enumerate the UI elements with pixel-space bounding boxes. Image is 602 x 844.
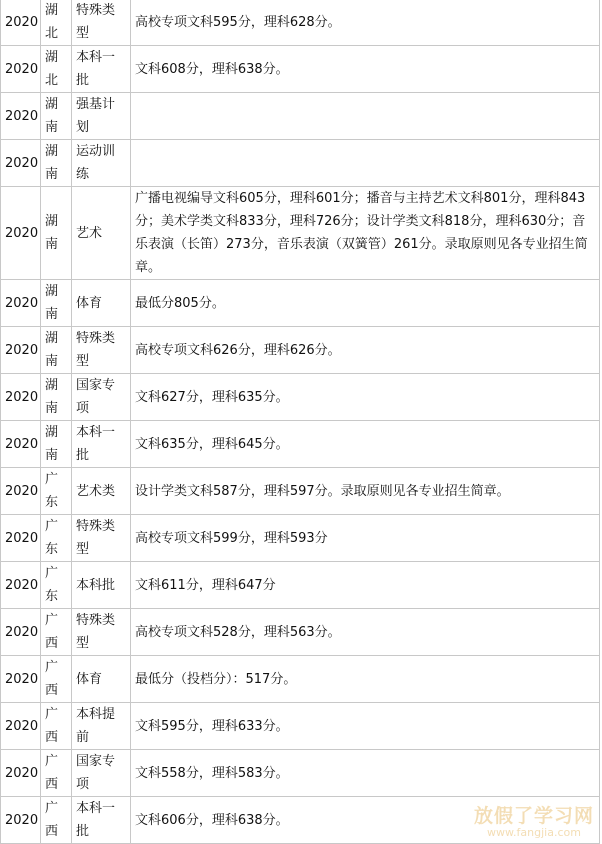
table-row: [1, 797, 600, 844]
score-note-cell: 文科595分，理科633分。: [131, 703, 600, 750]
score-note-cell: 设计学类文科587分，理科597分。录取原则见各专业招生简章。: [131, 468, 600, 515]
score-note-cell: 高校专项文科626分，理科626分。: [131, 327, 600, 374]
table-row: [1, 609, 600, 656]
table-row: [1, 280, 600, 327]
province-cell: 湖南: [41, 374, 72, 421]
score-note-cell: [131, 140, 600, 187]
year-cell: 2020: [1, 562, 41, 609]
table-row: [1, 468, 600, 515]
year-cell: 2020: [1, 46, 41, 93]
province-cell: 湖南: [41, 327, 72, 374]
year-cell: 2020: [1, 327, 41, 374]
province-cell: 广西: [41, 609, 72, 656]
table-row: [1, 656, 600, 703]
year-cell: 2020: [1, 93, 41, 140]
score-note-cell: 文科627分，理科635分。: [131, 374, 600, 421]
province-cell: 广东: [41, 515, 72, 562]
province-cell: 广西: [41, 703, 72, 750]
year-cell: 2020: [1, 468, 41, 515]
batch-type-cell: 本科一批: [72, 46, 131, 93]
year-cell: 2020: [1, 515, 41, 562]
year-cell: 2020: [1, 609, 41, 656]
table-row: [1, 187, 600, 280]
year-cell: 2020: [1, 656, 41, 703]
province-cell: 广西: [41, 797, 72, 844]
province-cell: 湖南: [41, 280, 72, 327]
year-cell: 2020: [1, 187, 41, 280]
table-row: [1, 140, 600, 187]
batch-type-cell: 国家专项: [72, 750, 131, 797]
batch-type-cell: 运动训练: [72, 140, 131, 187]
batch-type-cell: 本科一批: [72, 421, 131, 468]
province-cell: 湖南: [41, 140, 72, 187]
batch-type-cell: 特殊类型: [72, 0, 131, 46]
batch-type-cell: 本科提前: [72, 703, 131, 750]
score-note-cell: 高校专项文科528分，理科563分。: [131, 609, 600, 656]
batch-type-cell: 强基计划: [72, 93, 131, 140]
province-cell: 湖南: [41, 93, 72, 140]
year-cell: 2020: [1, 0, 41, 46]
province-cell: 广东: [41, 562, 72, 609]
table-body: [1, 0, 600, 844]
year-cell: 2020: [1, 280, 41, 327]
table-row: [1, 562, 600, 609]
batch-type-cell: 国家专项: [72, 374, 131, 421]
score-note-cell: 高校专项文科595分，理科628分。: [131, 0, 600, 46]
table-row: [1, 327, 600, 374]
score-note-cell: 最低分805分。: [131, 280, 600, 327]
province-cell: 广西: [41, 750, 72, 797]
province-cell: 湖南: [41, 187, 72, 280]
table-row: [1, 374, 600, 421]
score-note-cell: 最低分（投档分）：517分。: [131, 656, 600, 703]
score-note-cell: 文科606分，理科638分。: [131, 797, 600, 844]
score-note-cell: 文科558分，理科583分。: [131, 750, 600, 797]
batch-type-cell: 本科批: [72, 562, 131, 609]
score-note-cell: 文科608分，理科638分。: [131, 46, 600, 93]
score-note-cell: [131, 93, 600, 140]
province-cell: 广西: [41, 656, 72, 703]
table-row: [1, 421, 600, 468]
batch-type-cell: 特殊类型: [72, 515, 131, 562]
batch-type-cell: 特殊类型: [72, 327, 131, 374]
province-cell: 广东: [41, 468, 72, 515]
table-row: [1, 46, 600, 93]
watermark-url: www.fangjia.com: [487, 826, 581, 839]
score-note-cell: 文科611分，理科647分: [131, 562, 600, 609]
batch-type-cell: 体育: [72, 656, 131, 703]
batch-type-cell: 艺术: [72, 187, 131, 280]
table-row: [1, 750, 600, 797]
year-cell: 2020: [1, 750, 41, 797]
year-cell: 2020: [1, 797, 41, 844]
batch-type-cell: 体育: [72, 280, 131, 327]
year-cell: 2020: [1, 703, 41, 750]
year-cell: 2020: [1, 374, 41, 421]
score-note-cell: 高校专项文科599分，理科593分: [131, 515, 600, 562]
year-cell: 2020: [1, 421, 41, 468]
table-row: [1, 0, 600, 46]
batch-type-cell: 艺术类: [72, 468, 131, 515]
year-cell: 2020: [1, 140, 41, 187]
province-cell: 湖南: [41, 421, 72, 468]
table-row: [1, 515, 600, 562]
watermark-title: 放假了学习网: [473, 805, 594, 827]
province-cell: 湖北: [41, 0, 72, 46]
score-note-cell: 广播电视编导文科605分，理科601分；播音与主持艺术文科801分，理科843分；美术学类文科833分，理科726分；设计学类文科818分，理科630分；音乐表演（长笛）273分，音乐表演（双簧管）261分。录取原则见各专业招生简章。: [131, 187, 600, 280]
table-row: [1, 703, 600, 750]
province-cell: 湖北: [41, 46, 72, 93]
table-row: [1, 93, 600, 140]
batch-type-cell: 特殊类型: [72, 609, 131, 656]
score-note-cell: 文科635分，理科645分。: [131, 421, 600, 468]
batch-type-cell: 本科一批: [72, 797, 131, 844]
